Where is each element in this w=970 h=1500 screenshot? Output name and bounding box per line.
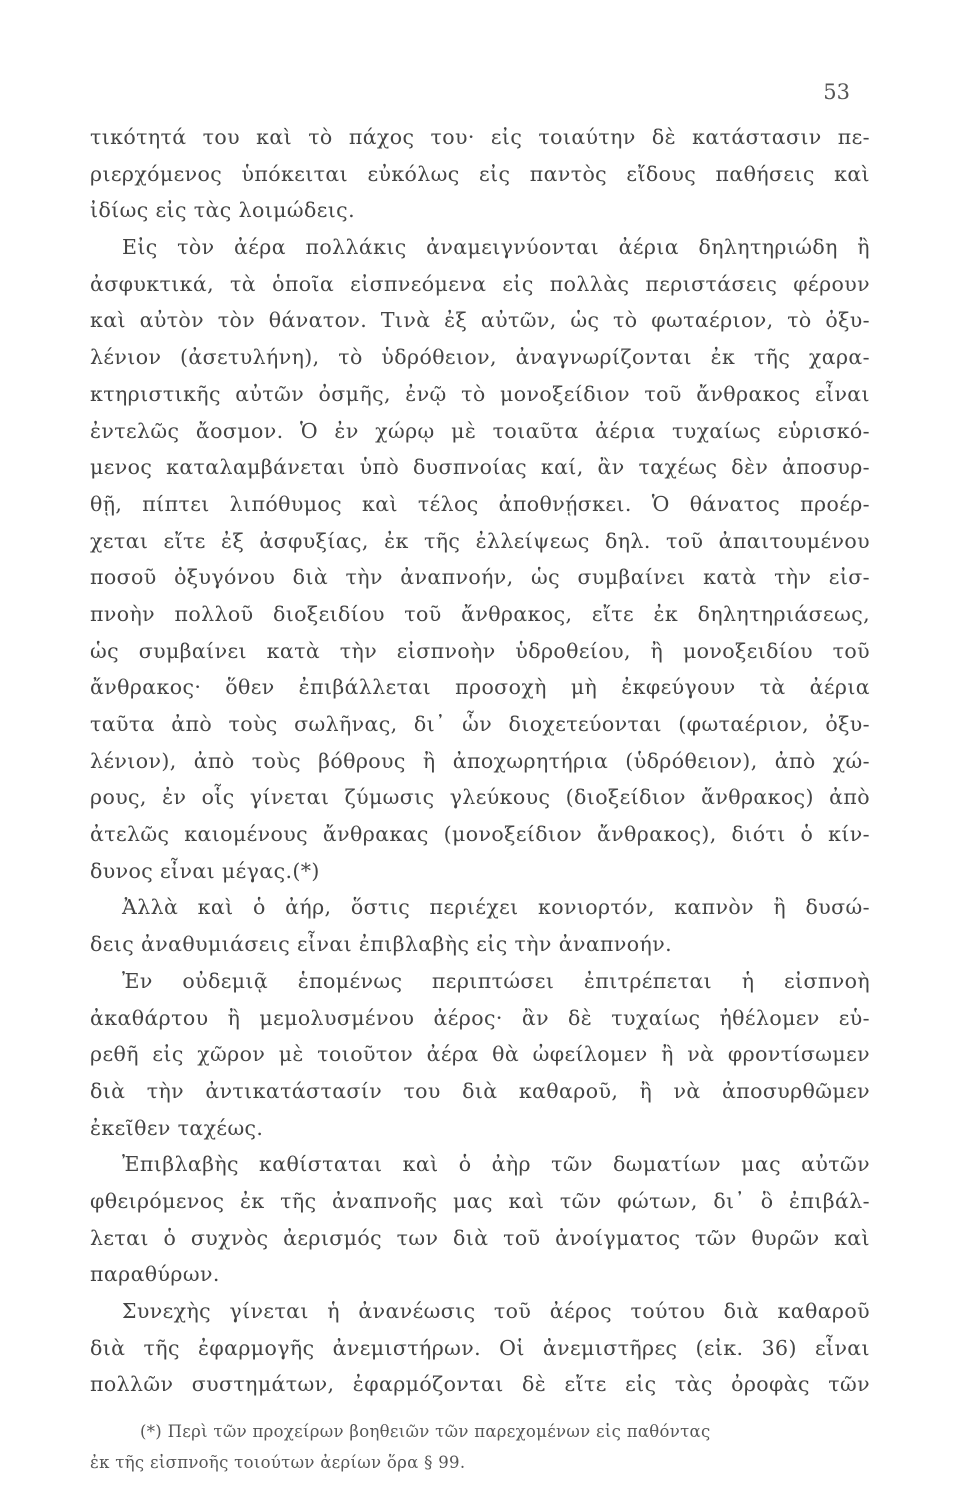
page-number: 53 bbox=[823, 80, 850, 104]
text-line: χεται εἴτε ἐξ ἀσφυξίας, ἐκ τῆς ἐλλείψεως δηλ. τοῦ ἀπαιτουμένου bbox=[90, 528, 870, 553]
footnote-line: (*) Περὶ τῶν προχείρων βοηθειῶν τῶν παρεχομένων εἰς παθόντας bbox=[140, 1421, 711, 1441]
text-line: ρους, ἐν οἷς γίνεται ζύμωσις γλεύκους (διοξείδιον ἄνθρακος) ἀπὸ bbox=[90, 785, 870, 810]
text-line: ριερχόμενος ὑπόκειται εὐκόλως εἰς παντὸς εἴδους παθήσεις καὶ bbox=[90, 161, 870, 186]
text-line: Ἐπιβλαβὴς καθίσταται καὶ ὁ ἀὴρ τῶν δωματίων μας αὐτῶν bbox=[122, 1152, 870, 1177]
text-line: καὶ αὐτὸν τὸν θάνατον. Τινὰ ἐξ αὐτῶν, ὡς τὸ φωταέριον, τὸ ὀξυ- bbox=[90, 308, 870, 333]
text-line: ταῦτα ἀπὸ τοὺς σωλῆνας, δι᾽ ὧν διοχετεύονται (φωταέριον, ὀξυ- bbox=[90, 712, 870, 736]
text-line: λεται ὁ συχνὸς ἀερισμός των διὰ τοῦ ἀνοίγματος τῶν θυρῶν καὶ bbox=[90, 1225, 870, 1250]
text-line: ἐκεῖθεν ταχέως. bbox=[90, 1115, 264, 1140]
text-line: Ἀλλὰ καὶ ὁ ἀήρ, ὅστις περιέχει κονιορτόν, καπνὸν ἢ δυσώ- bbox=[122, 895, 870, 920]
text-line: ποσοῦ ὀξυγόνου διὰ τὴν ἀναπνοήν, ὡς συμβαίνει κατὰ τὴν εἰσ- bbox=[90, 565, 870, 590]
text-line: διὰ τὴν ἀντικατάστασίν του διὰ καθαροῦ, ἢ νὰ ἀποσυρθῶμεν bbox=[90, 1078, 870, 1103]
text-line: ἄνθρακος· ὅθεν ἐπιβάλλεται προσοχὴ μὴ ἐκφεύγουν τὰ ἀέρια bbox=[90, 675, 870, 700]
text-line: κτηριστικῆς αὐτῶν ὀσμῆς, ἐνῷ τὸ μονοξείδιον τοῦ ἄνθρακος εἶναι bbox=[90, 381, 870, 406]
text-line: θῇ, πίπτει λιπόθυμος καὶ τέλος ἀποθνῄσκει. Ὁ θάνατος προέρ- bbox=[90, 491, 870, 516]
text-line: διὰ τῆς ἐφαρμογῆς ἀνεμιστήρων. Οἱ ἀνεμιστῆρες (εἰκ. 36) εἶναι bbox=[90, 1335, 870, 1360]
text-line: ὡς συμβαίνει κατὰ τὴν εἰσπνοὴν ὑδροθείου, ἢ μονοξειδίου τοῦ bbox=[90, 638, 870, 663]
text-line: πνοὴν πολλοῦ διοξειδίου τοῦ ἄνθρακος, εἴτε ἐκ δηλητηριάσεως, bbox=[90, 601, 870, 626]
footnote-line: ἐκ τῆς εἰσπνοῆς τοιούτων ἀερίων ὅρα § 99. bbox=[90, 1452, 466, 1472]
text-line: δυνος εἶναι μέγας.(*) bbox=[90, 858, 320, 883]
text-line: φθειρόμενος ἐκ τῆς ἀναπνοῆς μας καὶ τῶν φώτων, δι᾽ ὃ ἐπιβάλ- bbox=[90, 1188, 870, 1213]
text-line: ἀτελῶς καιομένους ἄνθρακας (μονοξείδιον ἄνθρακος), διότι ὁ κίν- bbox=[90, 822, 870, 847]
body-text bbox=[90, 119, 870, 1403]
text-line: πολλῶν συστημάτων, ἐφαρμόζονται δὲ εἴτε εἰς τὰς ὀροφὰς τῶν bbox=[90, 1372, 870, 1397]
footnote bbox=[90, 1416, 870, 1478]
text-line: παραθύρων. bbox=[90, 1262, 220, 1287]
text-line: Εἰς τὸν ἀέρα πολλάκις ἀναμειγνύονται ἀέρια δηλητηριώδη ἢ bbox=[122, 235, 870, 260]
text-line: τικότητά του καὶ τὸ πάχος του· εἰς τοιαύτην δὲ κατάστασιν πε- bbox=[90, 125, 870, 149]
text-line: ἐντελῶς ἄοσμον. Ὁ ἐν χώρῳ μὲ τοιαῦτα ἀέρια τυχαίως εὑρισκό- bbox=[90, 418, 870, 443]
text-line: ἰδίως εἰς τὰς λοιμώδεις. bbox=[90, 198, 355, 223]
text-line: ρεθῆ εἰς χῶρον μὲ τοιοῦτον ἀέρα θὰ ὠφείλομεν ἢ νὰ φροντίσωμεν bbox=[90, 1042, 870, 1067]
text-line: Ἐν οὐδεμιᾷ ἑπομένως περιπτώσει ἐπιτρέπεται ἡ εἰσπνοὴ bbox=[122, 968, 870, 993]
text-line: μενος καταλαμβάνεται ὑπὸ δυσπνοίας καί, ἂν ταχέως δὲν ἀποσυρ- bbox=[90, 455, 870, 480]
text-line: δεις ἀναθυμιάσεις εἶναι ἐπιβλαβὴς εἰς τὴν ἀναπνοήν. bbox=[90, 932, 672, 957]
text-line: Συνεχὴς γίνεται ἡ ἀνανέωσις τοῦ ἀέρος τούτου διὰ καθαροῦ bbox=[122, 1299, 870, 1323]
text-line: ἀκαθάρτου ἢ μεμολυσμένου ἀέρος· ἂν δὲ τυχαίως ἠθέλομεν εὑ- bbox=[90, 1005, 870, 1030]
text-line: ἀσφυκτικά, τὰ ὁποῖα εἰσπνεόμενα εἰς πολλὰς περιστάσεις φέρουν bbox=[90, 271, 870, 296]
text-line: λένιον (ἀσετυλήνη), τὸ ὑδρόθειον, ἀναγνωρίζονται ἐκ τῆς χαρα- bbox=[90, 345, 870, 370]
text-line: λένιον), ἀπὸ τοὺς βόθρους ἢ ἀποχωρητήρια (ὑδρόθειον), ἀπὸ χώ- bbox=[90, 748, 870, 773]
